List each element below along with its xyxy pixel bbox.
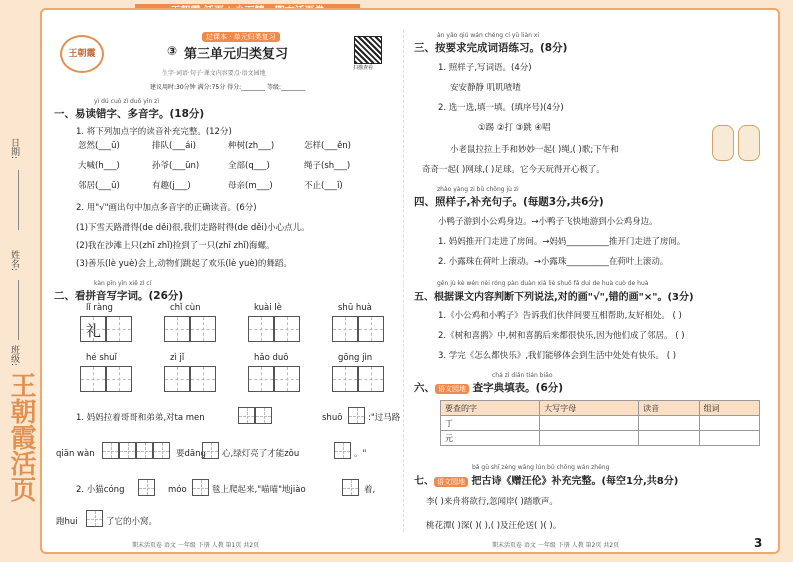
table-answer-cell[interactable] (639, 431, 699, 446)
s4-example: 小鸭子游到小公鸡身边。→小鸭子飞快地游到小公鸡身边。 (438, 217, 658, 227)
reading-item[interactable]: 不止(___ǐ) (304, 181, 343, 191)
answer-cell[interactable] (192, 479, 209, 496)
brand-logo: 王朝霞活页 (6, 372, 36, 502)
mouse-illustration-icon (712, 125, 734, 161)
table-header: 组词 (699, 401, 759, 416)
table-header: 大写字母 (540, 401, 639, 416)
pinyin-label: hǎo duō (254, 353, 289, 363)
s2-q2b: móo (168, 485, 187, 495)
section-3-title: 三、按要求完成词语练习。(8分) (414, 42, 568, 54)
s2-q1c: :"过马路 (368, 413, 401, 423)
table-header: 要查的字 (441, 401, 540, 416)
section-badge: 语文园地 (434, 477, 468, 487)
pinyin-label: kuài lè (254, 303, 282, 313)
reading-item[interactable]: 种树(zh___) (228, 141, 275, 151)
writing-cell[interactable] (332, 316, 358, 342)
s3-q2: 2. 选一选,填一填。(填序号)(4分) (438, 103, 564, 113)
s1-pinyin: yì dú cuò zì duō yīn zì (94, 98, 159, 105)
reading-item[interactable]: 母亲(m___) (228, 181, 273, 191)
pinyin-label: shū huà (338, 303, 372, 313)
answer-cell[interactable] (255, 407, 272, 424)
reading-item[interactable]: 邻居(___ū) (78, 181, 120, 191)
s4-l1: 1. 妈妈推开门走进了房间。→妈妈__________推开门走进了房间。 (438, 237, 686, 247)
reading-item[interactable]: 忽然(___ū) (78, 141, 120, 151)
writing-cell[interactable] (332, 366, 358, 392)
s2-q1f: 心,绿灯亮了才能zǒu (222, 449, 300, 459)
writing-cell[interactable] (248, 366, 274, 392)
reading-item[interactable]: 孙爷(___ūn) (152, 161, 200, 171)
s3-pinyin: àn yāo qiú wán chéng cí yǔ liàn xí (437, 32, 540, 39)
answer-cell[interactable] (348, 407, 365, 424)
s3-l2: 奇奇一起( )网球,( )足球。它今天玩得开心极了。 (422, 165, 605, 175)
exam-sheet (40, 8, 780, 554)
table-answer-cell[interactable] (540, 431, 639, 446)
answer-cell[interactable] (136, 442, 153, 459)
writing-cell[interactable] (248, 316, 274, 342)
qr-code-icon[interactable] (354, 36, 382, 64)
section-badge: 语文园地 (435, 384, 469, 394)
reading-item[interactable]: 全部(q___) (228, 161, 270, 171)
writing-cell[interactable] (106, 366, 132, 392)
footer-right: 期末活页卷 语文 一年级 下册 人教 第2页 共2页 (492, 542, 620, 549)
column-divider (403, 30, 404, 532)
section-1-title: 一、易读错字、多音字。(18分) (54, 108, 205, 120)
name-line (18, 280, 19, 340)
s6-pinyin: chá zì diǎn tián biǎo (492, 372, 553, 379)
writing-cell[interactable] (164, 366, 190, 392)
s1-l2: (2)我在沙滩上只(zhī zhǐ)捡到了一只(zhī zhǐ)海螺。 (76, 241, 275, 251)
sample-char: 礼 (86, 322, 102, 340)
section-2-title: 二、看拼音写字词。(26分) (54, 290, 184, 302)
answer-cell[interactable] (102, 442, 119, 459)
section-4-title: 四、照样子,补充句子。(每题3分,共6分) (414, 196, 604, 208)
section-7-title: 七、 语文园地 把古诗《赠汪伦》补充完整。(每空1分,共8分) (414, 476, 679, 487)
footer-left: 期末活页卷 语文 一年级 下册 人教 第1页 共2页 (132, 542, 260, 549)
binding-margin (0, 0, 40, 562)
s7-pinyin: bǎ gǔ shī zèng wāng lún bǔ chōng wán zhěng (472, 464, 610, 471)
s2-pinyin: kàn pīn yīn xiě zì cí (94, 280, 152, 287)
writing-cell[interactable] (190, 316, 216, 342)
writing-cell[interactable] (274, 316, 300, 342)
s1-l3: (3)善乐(lè yuè)会上,动物们跳起了欢乐(lè yuè)的舞蹈。 (76, 259, 292, 269)
pinyin-label: chǐ cùn (170, 303, 201, 313)
reading-item[interactable]: 绳子(sh___) (304, 161, 351, 171)
meta-line: 建议用时:30分钟 满分:75分 得分:________ 等级:________ (150, 84, 306, 91)
s5-l1: 1.《小公鸡和小鸭子》告诉我们伙伴间要互相帮助,友好相处。 ( ) (438, 311, 682, 321)
unit-tag: 过课本 · 单元归类复习 (202, 32, 280, 42)
subtitle: 生字·词语·句子·课文内容要点·语文园地 (162, 70, 266, 77)
table-answer-cell[interactable] (699, 431, 759, 446)
s1-l1: (1)下雪天路滑得(de děi)很,我们走路时得(de děi)小心点儿。 (76, 223, 310, 233)
s4-l2: 2. 小露珠在荷叶上滚动。→小露珠__________在荷叶上滚动。 (438, 257, 669, 267)
section-6-title: 六、 语文园地 查字典填表。(6分) (414, 382, 564, 394)
answer-cell[interactable] (119, 442, 136, 459)
dictionary-table (440, 400, 760, 446)
table-header: 读音 (639, 401, 699, 416)
s2-q2f: 了它的小窝。 (106, 517, 158, 527)
answer-cell[interactable] (153, 442, 170, 459)
brand-seal-icon: 王朝霞 (60, 35, 104, 73)
writing-cell[interactable] (190, 366, 216, 392)
writing-cell[interactable] (106, 316, 132, 342)
page-number: 3 (754, 536, 763, 550)
answer-cell[interactable] (238, 407, 255, 424)
writing-cell[interactable] (358, 316, 384, 342)
s3-example: 安安静静 叽叽喳喳 (450, 83, 521, 93)
reading-item[interactable]: 排队(___ái) (152, 141, 196, 151)
s3-options: ①踢 ②打 ③跳 ④唱 (478, 123, 551, 133)
reading-item[interactable]: 怎样(___ěn) (304, 141, 351, 151)
s2-q1d: qiān wàn (56, 449, 95, 459)
pinyin-label: gōng jìn (338, 353, 373, 363)
s1-q1: 1. 将下列加点字的读音补充完整。(12分) (76, 127, 232, 137)
s4-pinyin: zhào yàng zi bǔ chōng jù zi (437, 186, 519, 193)
date-label: 日期: (9, 138, 19, 160)
answer-cell[interactable] (86, 510, 103, 527)
s5-l3: 3. 学完《怎么都快乐》,我们能够体会到生活中处处有快乐。 ( ) (438, 351, 677, 361)
s2-q1a: 1. 妈妈拉着哥哥和弟弟,对ta men (76, 413, 205, 423)
answer-cell[interactable] (138, 479, 155, 496)
table-answer-cell[interactable] (540, 416, 639, 431)
s3-q1: 1. 照样子,写词语。(4分) (438, 63, 532, 73)
answer-cell[interactable] (202, 442, 219, 459)
s2-q1e: 要dāng (176, 449, 206, 459)
reading-item[interactable]: 有趣(j___) (152, 181, 191, 191)
date-line (18, 170, 19, 230)
s5-l2: 2.《树和喜鹊》中,树和喜鹊后来都很快乐,因为他们成了邻居。 ( ) (438, 331, 685, 341)
table-answer-cell[interactable] (699, 416, 759, 431)
s2-q2e: 跑hui (56, 517, 78, 527)
s2-q2d: 着, (364, 485, 376, 495)
s7-l1: 李( )来舟将欲行,忽闻岸( )踏歌声。 (426, 497, 558, 507)
writing-cell[interactable] (80, 316, 106, 342)
writing-cell[interactable] (164, 316, 190, 342)
pinyin-label: zì jǐ (170, 353, 185, 363)
class-label: 班级: (9, 345, 19, 367)
section-5-title: 五、根据课文内容判断下列说法,对的画"√",错的画"×"。(3分) (414, 292, 694, 303)
unit-number: ③ (167, 44, 178, 58)
s2-q1b: shuō (322, 413, 343, 423)
s5-pinyin: gēn jù kè wén nèi róng pàn duàn xià liè shuō fǎ duì de huà cuò de huà (437, 280, 649, 287)
table-char: 元 (441, 431, 540, 446)
s2-q2a: 2. 小猫cóng (76, 485, 125, 495)
answer-cell[interactable] (334, 442, 351, 459)
mouse-illustration-icon (738, 125, 760, 161)
pinyin-label: hé shuǐ (86, 353, 117, 363)
page-title: 第三单元归类复习 (184, 47, 289, 62)
table-char: 丁 (441, 416, 540, 431)
writing-cell[interactable] (358, 366, 384, 392)
writing-cell[interactable] (274, 366, 300, 392)
s1-q2: 2. 用"√"画出句中加点多音字的正确读音。(6分) (76, 203, 257, 213)
answer-cell[interactable] (342, 479, 359, 496)
pinyin-label: lǐ ràng (86, 303, 113, 313)
writing-cell[interactable] (80, 366, 106, 392)
qr-label: 扫描查看 (353, 65, 374, 71)
name-label: 姓名: (9, 250, 19, 272)
s3-l1: 小老鼠拉拉上手和妙妙一起( )绳,( )歌;下午和 (450, 145, 619, 155)
table-answer-cell[interactable] (639, 416, 699, 431)
s7-l2: 桃花潭( )深( )( ),( )及汪伦送( )( )。 (426, 521, 562, 531)
reading-item[interactable]: 大喊(h___) (78, 161, 120, 171)
s2-q1g: 。" (354, 449, 367, 459)
s2-q2c: 毯上爬起来,"喵喵"地jiào (212, 485, 306, 495)
